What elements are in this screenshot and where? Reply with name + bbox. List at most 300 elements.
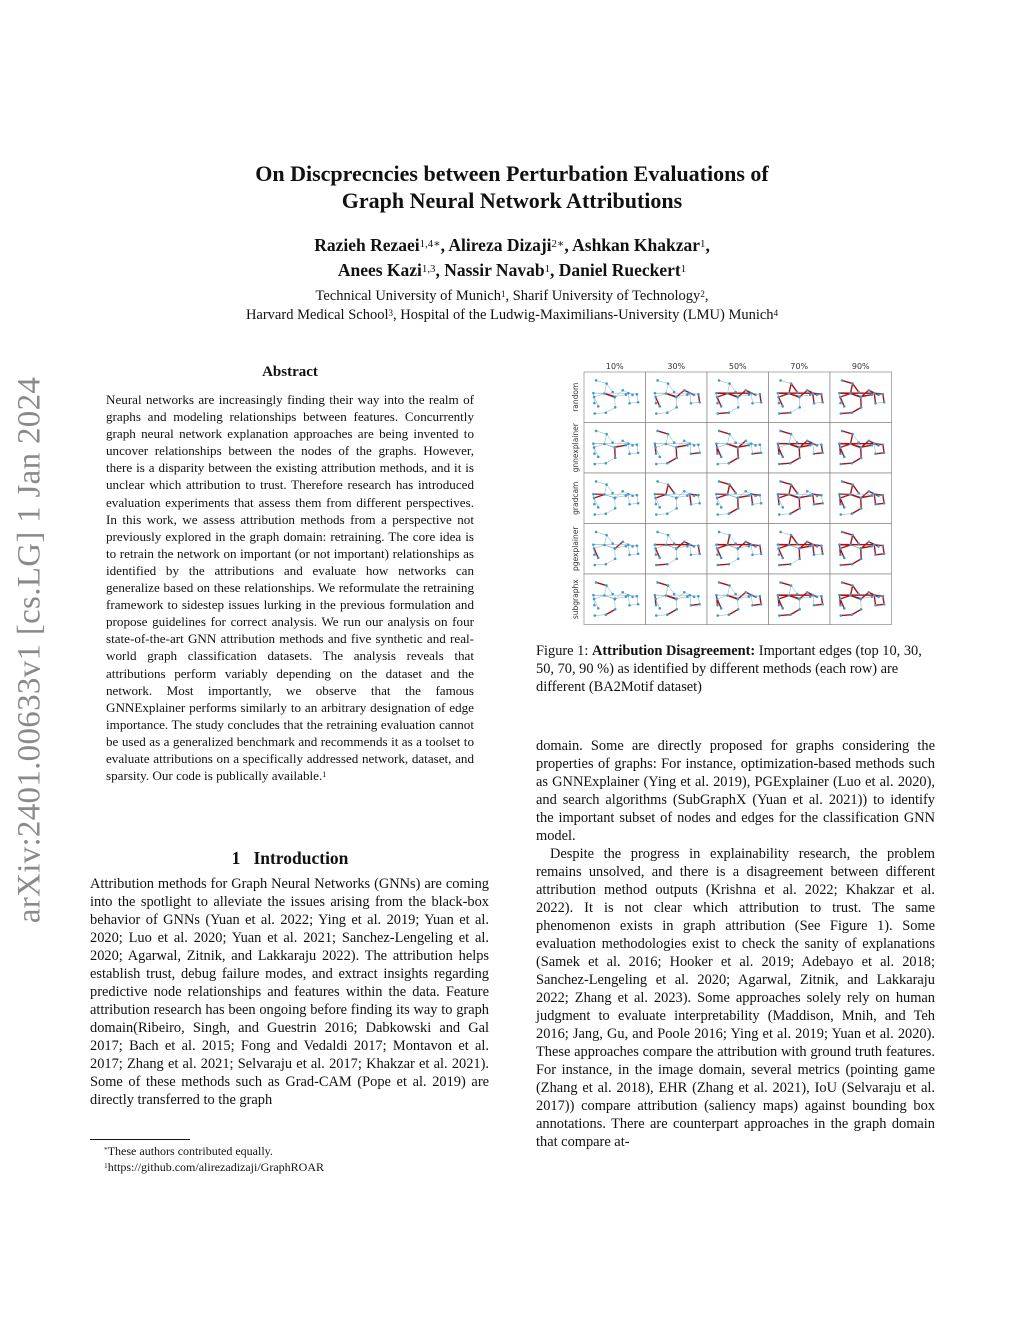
graph-node bbox=[789, 512, 792, 515]
graph-node bbox=[716, 547, 719, 550]
graph-node bbox=[656, 480, 659, 483]
graph-node bbox=[603, 544, 606, 547]
graph-node bbox=[728, 512, 731, 515]
graph-edge bbox=[841, 564, 852, 565]
graph-node bbox=[666, 563, 669, 566]
graph-node bbox=[718, 379, 721, 382]
figure-caption bbox=[536, 642, 935, 696]
graph-node bbox=[778, 564, 781, 567]
graph-node bbox=[750, 493, 753, 496]
graph-node bbox=[813, 453, 816, 456]
graph-node bbox=[779, 581, 782, 584]
graph-node bbox=[851, 382, 854, 385]
graph-node bbox=[734, 542, 737, 545]
paragraph: domain. Some are directly proposed for graphs considering the properties of graphs: For instance, optimization-based methods such as GNNExplainer (Ying et al. 2019), PGExplainer (Luo et al. 2020), and search algorithms (SubGraphX (Yuan et al. 2021)) to identify the important subset of nodes and edges for the classification GNN model. bbox=[536, 738, 935, 844]
column-label: 50% bbox=[728, 362, 747, 371]
graph-node bbox=[841, 379, 844, 382]
graph-node bbox=[883, 401, 886, 404]
abstract-text: Neural networks are increasingly finding their way into the realm of graphs and modeling relationships between features. Concurrently graph neural network explanation approaches are being invented to uncover relationships between the nodes of the graphs. However, there is a disparity between the existing attribution methods, and it is unclear which attribution to trust. Therefore research has introduced evaluation experiments that assess them from different perspectives. In this work, we assess attribution methods from a perspective not previously explored in the graph domain: retraining. The core idea is to retrain the network on important (or not important) relationships as identified by the attributions and evaluate how networks can generalize based on these relationships. We reformulate the retraining framework to sidestep issues lurking in the previous formulation and propose guidelines for correct analysis. We run our analysis on four state-of-the-art GNN attribution methods and five synthetic and real-world graph classification datasets. The analysis reveals that attributions perform variably depending on the dataset and the network. Most importantly, we observe that the famous GNNExplainer performs similarly to an arbitrary designation of edge importance. The study concludes that the retraining evaluation cannot be used as a generalized benchmark and recommends it as a toolset to evaluate attributions on a specifically addressed network, dataset, and sparsity. Our code is publically available. bbox=[106, 392, 474, 784]
abstract-heading: Abstract bbox=[262, 364, 318, 380]
graph-node bbox=[667, 534, 670, 537]
graph-node bbox=[839, 553, 842, 556]
graph-node bbox=[654, 396, 657, 399]
graph-node bbox=[806, 439, 809, 442]
graph-node bbox=[838, 594, 841, 597]
graph-node bbox=[673, 593, 676, 596]
graph-node bbox=[611, 542, 614, 545]
graph-node bbox=[726, 392, 729, 395]
graph-node bbox=[777, 446, 780, 449]
graph-edge bbox=[779, 564, 790, 565]
graph-node bbox=[857, 492, 860, 495]
graph-node bbox=[614, 558, 617, 561]
column-label: 10% bbox=[605, 362, 624, 371]
graph-node bbox=[877, 495, 880, 498]
graph-node bbox=[726, 594, 729, 597]
graph-node bbox=[628, 503, 631, 506]
graph-node bbox=[720, 405, 723, 408]
graph-node bbox=[654, 442, 657, 445]
graph-node bbox=[751, 453, 754, 456]
graph-node bbox=[796, 391, 799, 394]
graph-node bbox=[690, 453, 693, 456]
graph-node bbox=[813, 554, 816, 557]
section-title: Introduction bbox=[253, 848, 349, 868]
graph-node bbox=[751, 554, 754, 557]
graph-node bbox=[673, 492, 676, 495]
graph-node bbox=[665, 594, 668, 597]
graph-node bbox=[637, 603, 640, 606]
graph-node bbox=[820, 443, 823, 446]
graph-node bbox=[675, 547, 678, 550]
graph-node bbox=[839, 513, 842, 516]
graph-node bbox=[734, 391, 737, 394]
graph-node bbox=[595, 379, 598, 382]
graph-node bbox=[839, 452, 842, 455]
graph-node bbox=[658, 607, 661, 610]
author-line-1 bbox=[0, 233, 1024, 258]
graph-node bbox=[821, 603, 824, 606]
graph-node bbox=[744, 591, 747, 594]
author-affil-sup: 1 bbox=[544, 263, 550, 276]
graph-node bbox=[658, 506, 661, 509]
graph-node bbox=[683, 540, 686, 543]
graph-node bbox=[611, 391, 614, 394]
graph-node bbox=[592, 543, 595, 546]
section-heading bbox=[90, 848, 490, 869]
graph-node bbox=[665, 493, 668, 496]
graph-node bbox=[882, 393, 885, 396]
graph-node bbox=[851, 512, 854, 515]
graph-node bbox=[813, 503, 816, 506]
graph-node bbox=[716, 604, 719, 607]
graph-node bbox=[718, 531, 721, 534]
graph-node bbox=[605, 512, 608, 515]
graph-node bbox=[751, 503, 754, 506]
graph-node bbox=[809, 545, 812, 548]
graph-node bbox=[860, 496, 863, 499]
graph-node bbox=[796, 492, 799, 495]
graph-node bbox=[614, 496, 617, 499]
graph-node bbox=[614, 597, 617, 600]
graph-node bbox=[781, 506, 784, 509]
graph-node bbox=[811, 543, 814, 546]
graph-node bbox=[860, 446, 863, 449]
affiliation-line-2 bbox=[0, 306, 1024, 325]
graph-node bbox=[627, 543, 630, 546]
graph-node bbox=[690, 503, 693, 506]
author-name: , Daniel Rueckert bbox=[549, 260, 681, 280]
graph-edge bbox=[841, 413, 852, 414]
graph-node bbox=[675, 496, 678, 499]
author-name: Anees Kazi bbox=[337, 260, 422, 280]
graph-node bbox=[637, 401, 640, 404]
graph-node bbox=[781, 607, 784, 610]
graph-node bbox=[874, 453, 877, 456]
graph-node bbox=[839, 402, 842, 405]
graph-node bbox=[631, 394, 634, 397]
graph-node bbox=[716, 614, 719, 617]
title-line-2: Graph Neural Network Attributions bbox=[341, 188, 683, 213]
graph-node bbox=[655, 452, 658, 455]
graph-node bbox=[716, 497, 719, 500]
graph-node bbox=[605, 462, 608, 465]
graph-node bbox=[675, 406, 678, 409]
graph-node bbox=[882, 595, 885, 598]
graph-node bbox=[611, 593, 614, 596]
author-affil-sup: 2∗ bbox=[551, 238, 565, 251]
graph-node bbox=[614, 406, 617, 409]
graph-node bbox=[838, 493, 841, 496]
graph-node bbox=[877, 444, 880, 447]
graph-node bbox=[806, 591, 809, 594]
graph-node bbox=[605, 483, 608, 486]
graph-node bbox=[843, 456, 846, 459]
graph-node bbox=[636, 544, 639, 547]
graph-node bbox=[841, 531, 844, 534]
author-name: , Ashkan Khakzar bbox=[564, 235, 701, 255]
graph-node bbox=[698, 502, 701, 505]
graph-node bbox=[867, 540, 870, 543]
graph-node bbox=[798, 558, 801, 561]
paper-title bbox=[0, 160, 1024, 214]
graph-node bbox=[877, 394, 880, 397]
graph-node bbox=[728, 411, 731, 414]
footnote-text: These authors contributed equally. bbox=[107, 1144, 273, 1158]
row-label: subgraphx bbox=[571, 579, 580, 620]
graph-node bbox=[716, 598, 719, 601]
graph-node bbox=[754, 394, 757, 397]
graph-node bbox=[777, 594, 780, 597]
graph-node bbox=[759, 443, 762, 446]
graph-node bbox=[655, 513, 658, 516]
graph-node bbox=[697, 494, 700, 497]
graph-node bbox=[860, 547, 863, 550]
affiliation-sup: 4 bbox=[773, 307, 779, 318]
graph-node bbox=[781, 405, 784, 408]
graph-node bbox=[778, 452, 781, 455]
paragraph: Despite the progress in explainability research, the problem remains unsolved, and there is a disagreement between different attribution method outputs (Krishna et al. 2022; Khakzar et al. 2022). It is not clear which attribution to trust. The same phenomenon exists in graph attribution (See Figure 1). Some evaluation methodologies exist to check the sanity of explanations (Samek et al. 2016; Hooker et al. 2019; Adebayo et al. 2018; Sanchez-Lengeling et al. 2020; Agarwal, Zitnik, and Lakkaraju 2022; Zhang et al. 2023). Some approaches solely rely on human judgment to evaluate interpretability (Maddison, Mnih, and Teh 2016; Jang, Gu, and Poole 2016; Ying et al. 2019; Yuan et al. 2020). These approaches compare the attribution with ground truth features. For instance, in the image domain, several metrics (pointing game (Zhang et al. 2018), EHR (Zhang et al. 2021), IoU (Selvaraju et al. 2017)) compare attribution (saliency maps) against bounding box annotations. There are counterpart approaches in the graph domain that compare at- bbox=[536, 846, 935, 1150]
graph-node bbox=[838, 543, 841, 546]
graph-node bbox=[873, 594, 876, 597]
row-label: gnnexplainer bbox=[571, 423, 580, 473]
graph-node bbox=[754, 596, 757, 599]
graph-node bbox=[595, 531, 598, 534]
graph-node bbox=[688, 392, 691, 395]
graph-node bbox=[716, 553, 719, 556]
graph-node bbox=[656, 531, 659, 534]
graph-node bbox=[658, 456, 661, 459]
graph-node bbox=[655, 503, 658, 506]
graph-node bbox=[838, 392, 841, 395]
graph-node bbox=[716, 452, 719, 455]
graph-node bbox=[882, 494, 885, 497]
graph-node bbox=[593, 412, 596, 415]
graph-node bbox=[675, 395, 678, 398]
graph-node bbox=[777, 396, 780, 399]
graph-node bbox=[873, 543, 876, 546]
graph-node bbox=[737, 547, 740, 550]
graph-node bbox=[628, 554, 631, 557]
graph-node bbox=[744, 439, 747, 442]
graph-node bbox=[621, 490, 624, 493]
graph-node bbox=[655, 553, 658, 556]
graph-node bbox=[813, 402, 816, 405]
abstract-body bbox=[106, 391, 474, 784]
graph-node bbox=[605, 563, 608, 566]
graph-node bbox=[690, 402, 693, 405]
graph-node bbox=[839, 446, 842, 449]
graph-node bbox=[693, 444, 696, 447]
graph-node bbox=[665, 443, 668, 446]
graph-node bbox=[603, 493, 606, 496]
graph-node bbox=[779, 480, 782, 483]
affiliation: Technical University of Munich bbox=[315, 288, 501, 304]
graph-node bbox=[877, 596, 880, 599]
graph-node bbox=[798, 395, 801, 398]
graph-node bbox=[788, 392, 791, 395]
graph-edge bbox=[656, 564, 667, 565]
graph-node bbox=[675, 608, 678, 611]
graph-node bbox=[690, 554, 693, 557]
affiliation: , Hospital of the Ludwig-Maximilians-University (LMU) Munich bbox=[392, 307, 774, 323]
author-affil-sup: 1 bbox=[680, 263, 687, 276]
author-name: Razieh Rezaei bbox=[314, 235, 420, 255]
graph-node bbox=[715, 594, 718, 597]
graph-node bbox=[860, 597, 863, 600]
graph-node bbox=[726, 443, 729, 446]
graph-node bbox=[798, 547, 801, 550]
graph-node bbox=[873, 392, 876, 395]
graph-node bbox=[715, 543, 718, 546]
graph-node bbox=[693, 596, 696, 599]
graph-node bbox=[821, 401, 824, 404]
graph-node bbox=[621, 540, 624, 543]
graph-node bbox=[857, 391, 860, 394]
caption-label: Figure 1: bbox=[536, 643, 589, 659]
graph-node bbox=[603, 392, 606, 395]
graph-node bbox=[779, 379, 782, 382]
graph-node bbox=[754, 495, 757, 498]
graph-node bbox=[654, 446, 657, 449]
graph-node bbox=[655, 564, 658, 567]
graph-node bbox=[748, 595, 751, 598]
graph-node bbox=[744, 389, 747, 392]
graph-node bbox=[728, 462, 731, 465]
title-line-1: On Discprecncies between Perturbation Evaluations of bbox=[255, 161, 769, 186]
graph-node bbox=[851, 563, 854, 566]
graph-node bbox=[625, 393, 628, 396]
footnote-ref[interactable]: 1 bbox=[322, 770, 327, 780]
graph-node bbox=[821, 452, 824, 455]
graph-node bbox=[867, 490, 870, 493]
graph-node bbox=[625, 444, 628, 447]
graph-node bbox=[593, 513, 596, 516]
affiliation: , Sharif University of Technology bbox=[505, 288, 701, 304]
graph-node bbox=[690, 604, 693, 607]
graph-node bbox=[777, 392, 780, 395]
footnote bbox=[104, 1160, 324, 1175]
graph-node bbox=[593, 553, 596, 556]
graph-node bbox=[857, 593, 860, 596]
graph-node bbox=[631, 495, 634, 498]
graph-node bbox=[734, 441, 737, 444]
graph-node bbox=[882, 544, 885, 547]
graph-node bbox=[597, 607, 600, 610]
graph-node bbox=[796, 542, 799, 545]
graph-node bbox=[625, 494, 628, 497]
graph-node bbox=[614, 507, 617, 510]
graph-node bbox=[603, 443, 606, 446]
graph-node bbox=[625, 595, 628, 598]
graph-node bbox=[728, 382, 731, 385]
graph-node bbox=[686, 545, 689, 548]
graph-node bbox=[654, 493, 657, 496]
graph-node bbox=[592, 594, 595, 597]
affiliation-sup: 3 bbox=[388, 307, 393, 318]
graph-node bbox=[873, 493, 876, 496]
graph-node bbox=[654, 594, 657, 597]
graph-node bbox=[798, 608, 801, 611]
graph-node bbox=[851, 584, 854, 587]
graph-node bbox=[614, 395, 617, 398]
graph-node bbox=[605, 613, 608, 616]
graph-node bbox=[666, 613, 669, 616]
graph-node bbox=[811, 493, 814, 496]
graph-node bbox=[593, 402, 596, 405]
graph-node bbox=[737, 597, 740, 600]
graph-node bbox=[728, 584, 731, 587]
graph-node bbox=[839, 547, 842, 550]
graph-node bbox=[631, 545, 634, 548]
graph-node bbox=[675, 507, 678, 510]
graph-node bbox=[667, 584, 670, 587]
graph-node bbox=[777, 543, 780, 546]
graph-node bbox=[789, 411, 792, 414]
graph-node bbox=[716, 564, 719, 567]
graph-node bbox=[849, 594, 852, 597]
graph-edge bbox=[779, 615, 790, 616]
graph-node bbox=[627, 442, 630, 445]
graph-node bbox=[597, 405, 600, 408]
graph-node bbox=[851, 433, 854, 436]
graph-node bbox=[688, 493, 691, 496]
author-separator: , bbox=[705, 235, 710, 255]
graph-node bbox=[759, 544, 762, 547]
graph-node bbox=[860, 507, 863, 510]
graph-node bbox=[655, 614, 658, 617]
footnote-link[interactable]: https://github.com/alirezadizaji/GraphROAR bbox=[107, 1160, 325, 1174]
graph-node bbox=[883, 553, 886, 556]
graph-node bbox=[593, 598, 596, 601]
graph-node bbox=[883, 452, 886, 455]
graph-node bbox=[718, 430, 721, 433]
graph-node bbox=[593, 452, 596, 455]
graph-node bbox=[778, 402, 781, 405]
graph-node bbox=[860, 395, 863, 398]
graph-node bbox=[737, 446, 740, 449]
graph-node bbox=[688, 442, 691, 445]
graph-node bbox=[675, 446, 678, 449]
author-name: , Nassir Navab bbox=[435, 260, 545, 280]
footnote-mark: * bbox=[104, 1145, 108, 1155]
graph-node bbox=[675, 558, 678, 561]
graph-node bbox=[759, 494, 762, 497]
graph-node bbox=[874, 402, 877, 405]
graph-node bbox=[595, 480, 598, 483]
graph-node bbox=[874, 503, 877, 506]
graph-node bbox=[839, 564, 842, 567]
graph-node bbox=[821, 502, 824, 505]
graph-edge bbox=[718, 564, 729, 565]
graph-node bbox=[748, 444, 751, 447]
graph-node bbox=[693, 394, 696, 397]
graph-node bbox=[614, 446, 617, 449]
graph-node bbox=[654, 543, 657, 546]
graph-node bbox=[734, 593, 737, 596]
graph-node bbox=[778, 503, 781, 506]
graph-node bbox=[788, 493, 791, 496]
graph-node bbox=[777, 493, 780, 496]
graph-node bbox=[777, 442, 780, 445]
graph-node bbox=[605, 382, 608, 385]
graph-node bbox=[715, 392, 718, 395]
graph-node bbox=[811, 442, 814, 445]
graph-node bbox=[673, 391, 676, 394]
graph-node bbox=[611, 441, 614, 444]
graph-node bbox=[867, 591, 870, 594]
graph-node bbox=[788, 544, 791, 547]
graph-node bbox=[851, 411, 854, 414]
graph-node bbox=[628, 402, 631, 405]
graph-node bbox=[809, 444, 812, 447]
graph-node bbox=[737, 507, 740, 510]
graph-node bbox=[760, 401, 763, 404]
graph-node bbox=[655, 463, 658, 466]
arxiv-sidebar bbox=[12, 370, 48, 930]
graph-node bbox=[715, 442, 718, 445]
graph-node bbox=[595, 430, 598, 433]
footnote-mark: 1 bbox=[104, 1161, 108, 1171]
graph-node bbox=[593, 396, 596, 399]
graph-node bbox=[781, 557, 784, 560]
graph-node bbox=[716, 412, 719, 415]
graph-node bbox=[637, 553, 640, 556]
column-label: 90% bbox=[851, 362, 870, 371]
graph-node bbox=[750, 392, 753, 395]
graph-node bbox=[860, 608, 863, 611]
graph-node bbox=[628, 604, 631, 607]
